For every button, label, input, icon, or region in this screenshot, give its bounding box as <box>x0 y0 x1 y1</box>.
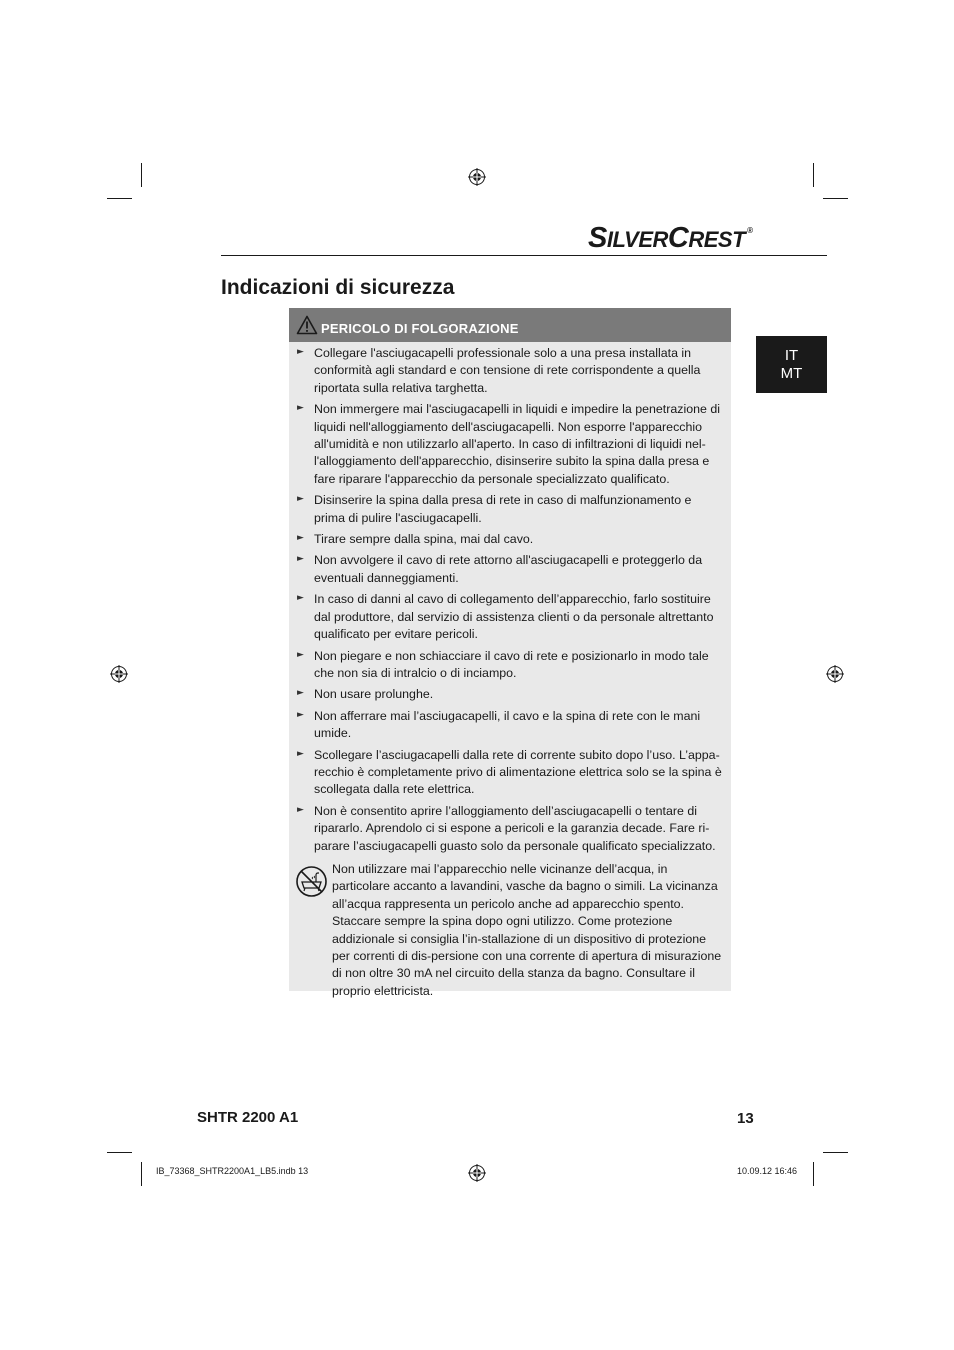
registered-mark: ® <box>747 226 753 235</box>
list-item <box>289 648 731 683</box>
no-bathtub-icon <box>295 865 328 898</box>
bathroom-note <box>289 861 731 1000</box>
crop-mark <box>107 198 132 199</box>
list-item-text: Non afferrare mai l’asciugacapelli, il cavo e la spina di rete con le mani umide. <box>314 708 701 741</box>
brand-part2-rest: REST <box>688 227 746 252</box>
registration-mark-icon <box>826 665 844 683</box>
list-item-text: In caso di danni al cavo di collegamento dell’apparecchio, farlo sostituire dal produttore, dal servizio di assistenza clienti o da personale altrettanto qualificato per evitare pericoli. <box>314 592 714 642</box>
list-item-text: Non avvolgere il cavo di rete attorno all'asciugacapelli e proteggerlo da eventuali danneggiamenti. <box>314 553 703 585</box>
crop-mark <box>823 1152 848 1153</box>
arrow-right-icon: ► <box>297 554 304 565</box>
crop-mark <box>813 163 814 187</box>
registration-mark-icon <box>468 1164 486 1182</box>
list-item <box>289 591 731 643</box>
list-item <box>289 686 731 703</box>
arrow-right-icon: ► <box>297 403 304 414</box>
warning-title: PERICOLO DI FOLGORAZIONE <box>321 321 519 336</box>
list-item <box>289 803 731 855</box>
registration-mark-icon <box>468 168 486 186</box>
list-item <box>289 552 731 587</box>
list-item-text: Non usare prolunghe. <box>314 687 434 702</box>
arrow-right-icon: ► <box>297 709 304 720</box>
brand-logo <box>588 222 752 255</box>
list-item <box>289 531 731 548</box>
brand-part1-cap: S <box>588 222 607 254</box>
list-item-text: Collegare l'asciugacapelli professionale solo a una presa installata in conformità agli standard e con tensione di rete corrispondente a quella riportata sulla relativa targhetta. <box>314 346 701 395</box>
list-item <box>289 345 731 397</box>
language-code-it: IT <box>784 346 799 364</box>
arrow-right-icon: ► <box>297 748 304 759</box>
list-item <box>289 747 731 799</box>
list-item-text: Non piegare e non schiacciare il cavo di rete e posizionarlo in modo tale che non sia di intralcio o di inciampo. <box>314 648 709 680</box>
crop-mark <box>107 1152 132 1153</box>
list-item-text: Tirare sempre dalla spina, mai dal cavo. <box>314 532 534 547</box>
list-item-text: Non è consentito aprire l’alloggiamento dell’asciugacapelli o tentare di ripararlo. Aprendolo ci si espone a pericoli e la garanzia decade. Fare ri-parare l’asciugacapelli guasto solo da personale qualificato specializzato. <box>314 803 716 853</box>
page-number: 13 <box>737 1110 754 1127</box>
crop-mark <box>813 1162 814 1186</box>
model-number: SHTR 2200 A1 <box>197 1109 299 1126</box>
crop-mark <box>823 198 848 199</box>
arrow-right-icon: ► <box>297 688 304 699</box>
crop-mark <box>141 1162 142 1186</box>
list-item-text: Scollegare l’asciugacapelli dalla rete di corrente subito dopo l’uso. L’appa-recchio è completamente privo di alimentazione elettrica solo se la spina è scollegata dalla rete elettrica. <box>314 747 722 797</box>
list-item <box>289 401 731 488</box>
header-rule <box>221 255 827 256</box>
list-item-text: Disinserire la spina dalla presa di rete in caso di malfunzionamento e prima di pulire l'asciugacapelli. <box>314 493 692 525</box>
arrow-right-icon: ► <box>297 533 304 544</box>
page-title: Indicazioni di sicurezza <box>221 276 455 299</box>
brand-part1-rest: ILVER <box>606 227 668 252</box>
language-code-mt: MT <box>780 364 803 382</box>
list-item <box>289 492 731 527</box>
note-text: Non utilizzare mai l’apparecchio nelle vicinanze dell’acqua, in particolare accanto a lavandini, vasche da bagno o simili. La vicinanza all’acqua rappresenta un pericolo anche ad apparecchio spento. Staccare sempre la spina dopo ogni utilizzo. Come protezione addizionale si consiglia l’in-stallazione di un dispositivo di protezione per correnti di dis-persione con una corrente di apertura di misurazione di non oltre 30 mA nel circuito della stanza da bagno. Consultare il proprio elettricista. <box>332 862 722 998</box>
warning-triangle-icon <box>296 315 318 335</box>
slug-datetime: 10.09.12 16:46 <box>737 1166 798 1176</box>
registration-mark-icon <box>110 665 128 683</box>
warning-list <box>289 345 731 859</box>
arrow-right-icon: ► <box>297 494 304 505</box>
warning-box <box>289 308 731 998</box>
arrow-right-icon: ► <box>297 804 304 815</box>
arrow-right-icon: ► <box>297 649 304 660</box>
slug-file-info: IB_73368_SHTR2200A1_LB5.indb 13 <box>156 1166 309 1176</box>
warning-header <box>289 308 731 342</box>
list-item <box>289 708 731 743</box>
arrow-right-icon: ► <box>297 593 304 604</box>
arrow-right-icon: ► <box>297 347 304 357</box>
crop-mark <box>141 163 142 187</box>
language-tab <box>756 336 827 393</box>
list-item-text: Non immergere mai l'asciugacapelli in liquidi e impedire la penetrazione di liquidi nell'alloggiamento dell'asciugacapelli. Non esporre l'apparecchio all'umidità e non utilizzarlo all'aperto. In caso di infiltrazioni di liquidi nel-l'alloggiamento dell'apparecchio, disinserire subito la spina dalla presa e fare riparare l'apparecchio da personale specializzato qualificato. <box>314 402 720 486</box>
brand-part2-cap: C <box>667 222 689 254</box>
